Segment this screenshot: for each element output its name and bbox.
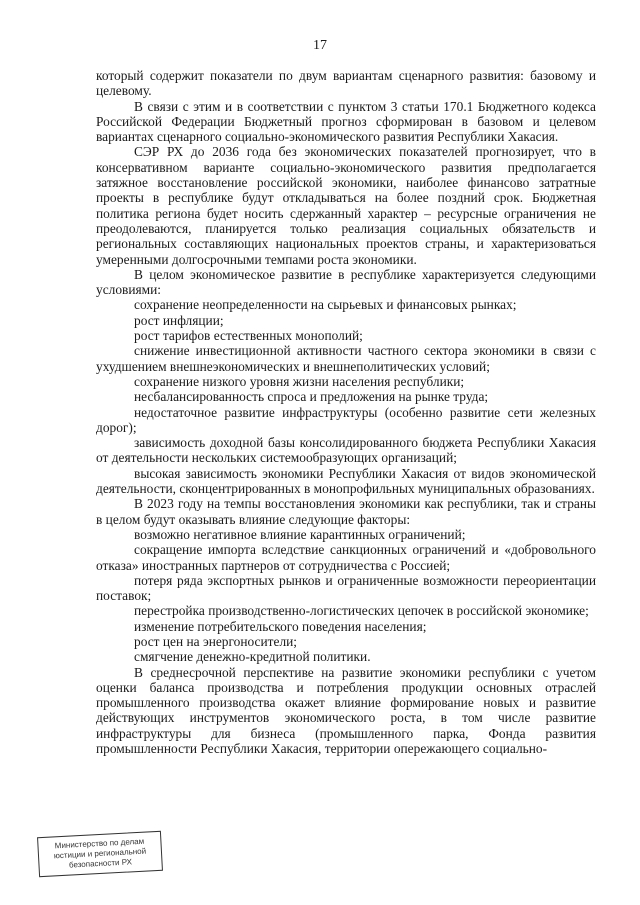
stamp-line: Министерство по делам (54, 836, 145, 851)
paragraph: В связи с этим и в соответствии с пунктом 3 статьи 170.1 Бюджетного кодекса Российской Федерации Бюджетный прогноз сформирован в базовом и целевом вариантах сценарного социально-экономического развития Республики Хакасия. (96, 98, 596, 145)
paragraph: В среднесрочной перспективе на развитие экономики республики с учетом оценки баланса производства и потребления продукции основных отраслей промышленного производства окажет влияние формирование новых и развитие действующих инструментов экономического роста, в том числе развитие инфраструктуры для бизнеса (промышленного парка, Фонда развития промышленности Республики Хакасия, территории опережающего социально- (96, 664, 596, 757)
paragraph: В целом экономическое развитие в республике характеризуется следующими условиями: (96, 266, 596, 298)
paragraph: В 2023 году на темпы восстановления экономики как республики, так и страны в целом будут оказывать влияние следующие факторы: (96, 496, 596, 527)
list-item: потеря ряда экспортных рынков и ограниченные возможности переориентации поставок; (96, 572, 596, 604)
list-item: сохранение низкого уровня жизни населения республики; (134, 373, 465, 389)
list-item: возможно негативное влияние карантинных ограничений; (134, 526, 466, 542)
stamp-line: юстиции и региональной (53, 846, 147, 861)
list-item: перестройка производственно-логистических цепочек в российской экономике; (134, 603, 589, 619)
page-number: 17 (313, 38, 327, 53)
list-item: рост тарифов естественных монополий; (134, 328, 363, 344)
list-item: рост цен на энергоносители; (134, 633, 298, 649)
paragraph: который содержит показатели по двум вариантам сценарного развития: базовому и целевому. (96, 68, 596, 99)
paragraph: СЭР РХ до 2036 года без экономических показателей прогнозирует, что в консервативном варианте социально-экономического развития предполагается затяжное восстановление российской экономики, наиболее финансово затратные проекты в республике будут откладываться на более поздний срок. Бюджетная политика региона будет носить сдержанный характер – ресурсные ограничения не преодолеваются, планируется только реализация социальных обязательств и региональных составляющих национальных проектов страны, и характеризоваться умеренными долгосрочными темпами роста экономики. (96, 144, 596, 267)
list-item: зависимость доходной базы консолидированного бюджета Республики Хакасия от деятельности нескольких системообразующих организаций; (96, 435, 596, 466)
list-item: снижение инвестиционной активности частного сектора экономики в связи с ухудшением внешнеэкономических и внешнеполитических условий; (96, 343, 596, 374)
list-item: рост инфляции; (134, 312, 224, 328)
stamp-line: безопасности РХ (68, 857, 133, 870)
list-item: недостаточное развитие инфраструктуры (особенно развитие сети железных дорог); (96, 404, 596, 435)
list-item: несбалансированность спроса и предложения на рынке труда; (134, 389, 489, 405)
document-body (96, 68, 596, 756)
list-item: высокая зависимость экономики Республики Хакасия от видов экономической деятельности, сконцентрированных в монопрофильных муниципальных образованиях. (96, 465, 596, 497)
registration-stamp (37, 831, 163, 877)
list-item: смягчение денежно-кредитной политики. (134, 649, 371, 665)
list-item: изменение потребительского поведения населения; (134, 618, 427, 634)
list-item: сохранение неопределенности на сырьевых и финансовых рынках; (134, 297, 517, 313)
list-item: сокращение импорта вследствие санкционных ограничений и «добровольного отказа» иностранных партнеров от сотрудничества с Россией; (96, 542, 596, 573)
